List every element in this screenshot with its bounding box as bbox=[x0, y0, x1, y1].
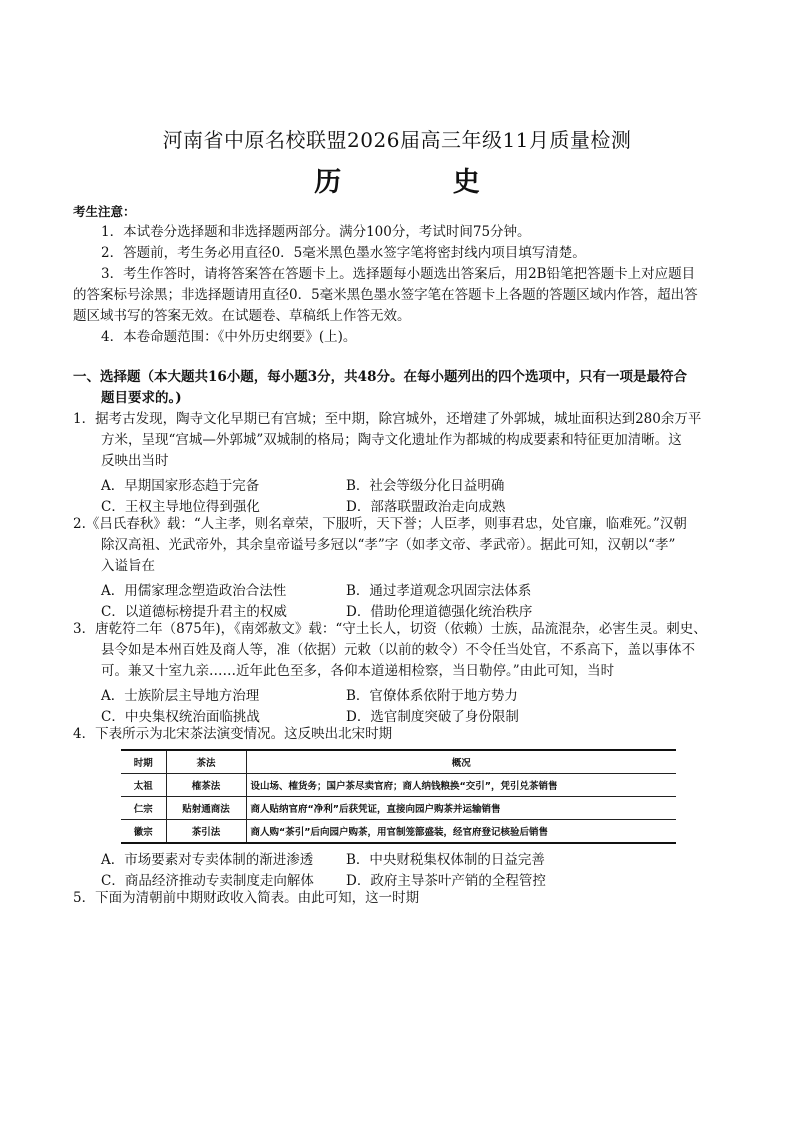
section-heading: 题目要求的。) bbox=[101, 390, 182, 406]
notice-item: 的答案标号涂黑；非选择题请用直径0．5毫米黑色墨水签字笔在答题卡上各题的答题区域内作答，超出答 bbox=[73, 287, 698, 303]
table-header: 时期 bbox=[121, 750, 166, 774]
tea-law-table bbox=[121, 749, 676, 844]
table-row bbox=[121, 774, 676, 797]
table-header-row bbox=[121, 750, 676, 774]
option-d: D．部落联盟政治走向成熟 bbox=[346, 499, 506, 515]
table-cell: 太祖 bbox=[121, 774, 166, 797]
question-stem: 可。兼又十室九亲……近年此色至多，各仰本道递相检察，当日勒停。”由此可知，当时 bbox=[101, 663, 615, 679]
question-stem: 1．据考古发现，陶寺文化早期已有宫城；至中期，除宫城外，还增建了外郭城，城址面积达到280余万平 bbox=[73, 411, 702, 427]
option-b: B．通过孝道观念巩固宗法体系 bbox=[346, 583, 532, 599]
question-stem: 4．下表所示为北宋茶法演变情况。这反映出北宋时期 bbox=[73, 726, 393, 742]
question-stem: 3．唐乾符二年（875年)，《南郊赦文》载：“守土长人，切资（依赖）士族，品流混杂，必害生灵。刺史、 bbox=[73, 621, 707, 637]
notice-item: 1．本试卷分选择题和非选择题两部分。满分100分，考试时间75分钟。 bbox=[101, 224, 531, 240]
table-cell: 仁宗 bbox=[121, 797, 166, 820]
table-cell: 设山场、榷货务；国户茶尽卖官府；商人纳钱粮换“交引”，凭引兑茶销售 bbox=[246, 774, 676, 797]
table-header: 茶法 bbox=[166, 750, 246, 774]
table-row bbox=[121, 797, 676, 820]
option-a: A．士族阶层主导地方治理 bbox=[101, 688, 260, 704]
option-d: D．借助伦理道德强化统治秩序 bbox=[346, 604, 533, 620]
table-cell: 榷茶法 bbox=[166, 774, 246, 797]
question-stem: 方米，呈现“宫城—外郭城”双城制的格局；陶寺文化遗址作为都城的构成要素和特征更加清晰。这 bbox=[101, 432, 682, 448]
question-stem: 除汉高祖、光武帝外，其余皇帝谥号多冠以“孝”字（如孝文帝、孝武帝）。据此可知，汉朝以“孝” bbox=[101, 537, 676, 553]
option-c: C．王权主导地位得到强化 bbox=[101, 499, 260, 515]
exam-title: 河南省中原名校联盟2026届高三年级11月质量检测 bbox=[162, 128, 632, 152]
table-cell: 徽宗 bbox=[121, 820, 166, 844]
question-stem: 2.《吕氏春秋》载：“人主孝，则名章荣，下服听，天下誉；人臣孝，则事君忠，处官廉，临难死。”汉朝 bbox=[73, 516, 687, 532]
option-d: D．政府主导茶叶产销的全程管控 bbox=[346, 873, 546, 889]
section-heading: 一、选择题（本大题共16小题，每小题3分，共48分。在每小题列出的四个选项中，只有一项是最符合 bbox=[73, 369, 687, 385]
question-stem: 入谥旨在 bbox=[101, 558, 155, 574]
table-cell: 茶引法 bbox=[166, 820, 246, 844]
option-d: D．选官制度突破了身份限制 bbox=[346, 709, 519, 725]
question-stem: 县令如是本州百姓及商人等，准（依据）元敕（以前的敕令）不令任当处官，不系高下，盖以事体不 bbox=[101, 642, 695, 658]
table-cell: 商人购“茶引”后向园户购茶，用官制笼篰盛装，经官府登记核验后销售 bbox=[246, 820, 676, 844]
option-b: B．中央财税集权体制的日益完善 bbox=[346, 852, 545, 868]
option-b: B．社会等级分化日益明确 bbox=[346, 478, 505, 494]
option-b: B．官僚体系依附于地方势力 bbox=[346, 688, 518, 704]
option-c: C．商品经济推动专卖制度走向解体 bbox=[101, 873, 314, 889]
notice-item: 题区域书写的答案无效。在试题卷、草稿纸上作答无效。 bbox=[73, 308, 411, 324]
question-stem: 5．下面为清朝前中期财政收入简表。由此可知，这一时期 bbox=[73, 890, 420, 906]
table-header: 概况 bbox=[246, 750, 676, 774]
notice-heading: 考生注意： bbox=[73, 204, 136, 219]
option-a: A．用儒家理念塑造政治合法性 bbox=[101, 583, 287, 599]
option-a: A．早期国家形态趋于完备 bbox=[101, 478, 260, 494]
table-row bbox=[121, 820, 676, 844]
table-cell: 商人贴纳官府“净利”后获凭证，直接向园户购茶并运输销售 bbox=[246, 797, 676, 820]
option-a: A．市场要素对专卖体制的渐进渗透 bbox=[101, 852, 314, 868]
option-c: C．中央集权统治面临挑战 bbox=[101, 709, 260, 725]
table-cell: 贴射通商法 bbox=[166, 797, 246, 820]
notice-item: 4．本卷命题范围：《中外历史纲要》(上)。 bbox=[101, 329, 357, 345]
option-c: C．以道德标榜提升君主的权威 bbox=[101, 604, 287, 620]
notice-item: 3．考生作答时，请将答案答在答题卡上。选择题每小题选出答案后，用2B铅笔把答题卡上对应题目 bbox=[101, 266, 696, 282]
subject-title: 历 史 bbox=[314, 167, 516, 198]
question-stem: 反映出当时 bbox=[101, 453, 169, 469]
notice-item: 2．答题前，考生务必用直径0．5毫米黑色墨水签字笔将密封线内项目填写清楚。 bbox=[101, 245, 586, 261]
